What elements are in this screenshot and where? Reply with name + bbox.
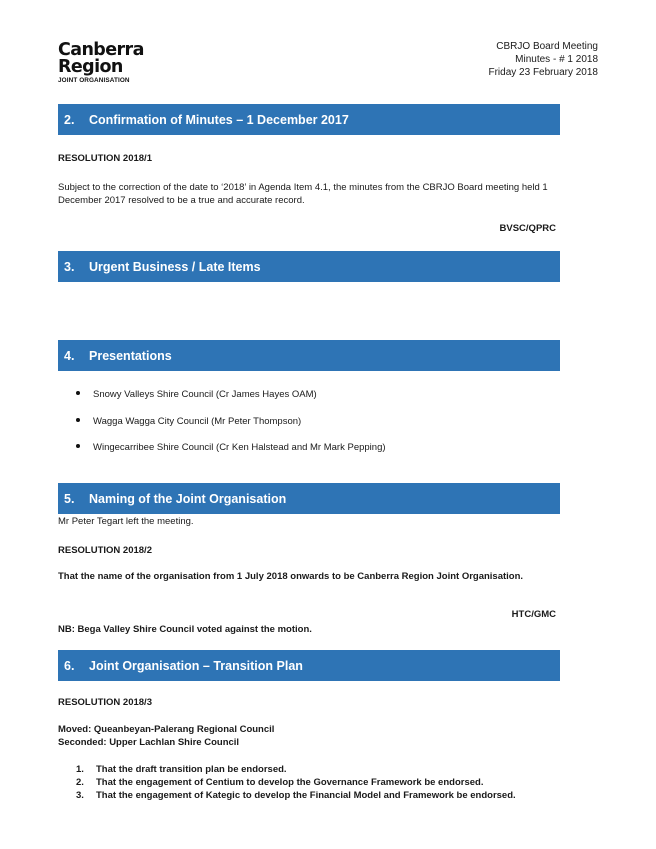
resolution-2018-1-body-line-1: Subject to the correction of the date to ‘2018’ in Agenda Item 4.1, the minutes from the CBRJO Board meeting held 1 xyxy=(58,182,548,193)
section-6-title: Joint Organisation – Transition Plan xyxy=(89,658,303,673)
resolution-2018-2-nb: NB: Bega Valley Shire Council voted against the motion. xyxy=(58,624,312,635)
meeting-name: CBRJO Board Meeting xyxy=(496,41,598,52)
minutes-number: Minutes - # 1 2018 xyxy=(515,54,598,65)
organisation-logo xyxy=(58,42,168,84)
transition-plan-list xyxy=(76,763,516,802)
logo-line-1: Canberra xyxy=(58,40,144,60)
list-item: 1. That the draft transition plan be endorsed. xyxy=(76,764,287,775)
section-3-title: Urgent Business / Late Items xyxy=(89,259,261,274)
section-2-number: 2. xyxy=(64,112,75,127)
section-5-title: Naming of the Joint Organisation xyxy=(89,491,287,506)
bullet-icon xyxy=(76,391,80,395)
section-6-heading xyxy=(58,650,560,681)
list-item: Wagga Wagga City Council (Mr Peter Thompson) xyxy=(76,416,301,427)
section-2-heading xyxy=(58,104,560,135)
list-item: Wingecarribee Shire Council (Cr Ken Halstead and Mr Mark Pepping) xyxy=(76,442,386,453)
section-3-heading xyxy=(58,251,560,282)
bullet-icon xyxy=(76,444,80,448)
resolution-2018-3-label: RESOLUTION 2018/3 xyxy=(58,697,152,708)
resolution-2018-1-label: RESOLUTION 2018/1 xyxy=(58,153,152,164)
section-2-title: Confirmation of Minutes – 1 December 2017 xyxy=(89,112,349,127)
resolution-2018-2-label: RESOLUTION 2018/2 xyxy=(58,545,152,556)
list-item: 3. That the engagement of Kategic to develop the Financial Model and Framework be endorsed. xyxy=(76,790,516,801)
logo-line-3: JOINT ORGANISATION xyxy=(58,77,130,84)
resolution-2018-2-body: That the name of the organisation from 1 July 2018 onwards to be Canberra Region Joint Organisation. xyxy=(58,571,524,582)
resolution-2018-3-moved: Moved: Queanbeyan-Palerang Regional Council xyxy=(58,724,275,735)
meeting-header xyxy=(488,40,598,79)
resolution-2018-3-seconded: Seconded: Upper Lachlan Shire Council xyxy=(58,737,240,748)
resolution-2018-1-movers: BVSC/QPRC xyxy=(499,223,556,234)
section-5-note: Mr Peter Tegart left the meeting. xyxy=(58,516,194,527)
bullet-icon xyxy=(76,418,80,422)
logo-line-2: Region xyxy=(58,57,123,77)
section-4-number: 4. xyxy=(64,348,75,363)
meeting-date: Friday 23 February 2018 xyxy=(488,67,598,78)
section-5-heading xyxy=(58,483,560,514)
section-6-number: 6. xyxy=(64,658,75,673)
list-item: 2. That the engagement of Centium to develop the Governance Framework be endorsed. xyxy=(76,777,484,788)
resolution-2018-1-body-line-2: December 2017 resolved to be a true and accurate record. xyxy=(58,195,305,206)
section-3-number: 3. xyxy=(64,259,75,274)
section-4-heading xyxy=(58,340,560,371)
resolution-2018-2-movers: HTC/GMC xyxy=(511,609,556,620)
section-5-number: 5. xyxy=(64,491,75,506)
section-4-title: Presentations xyxy=(89,348,172,363)
list-item: Snowy Valleys Shire Council (Cr James Hayes OAM) xyxy=(76,389,317,400)
